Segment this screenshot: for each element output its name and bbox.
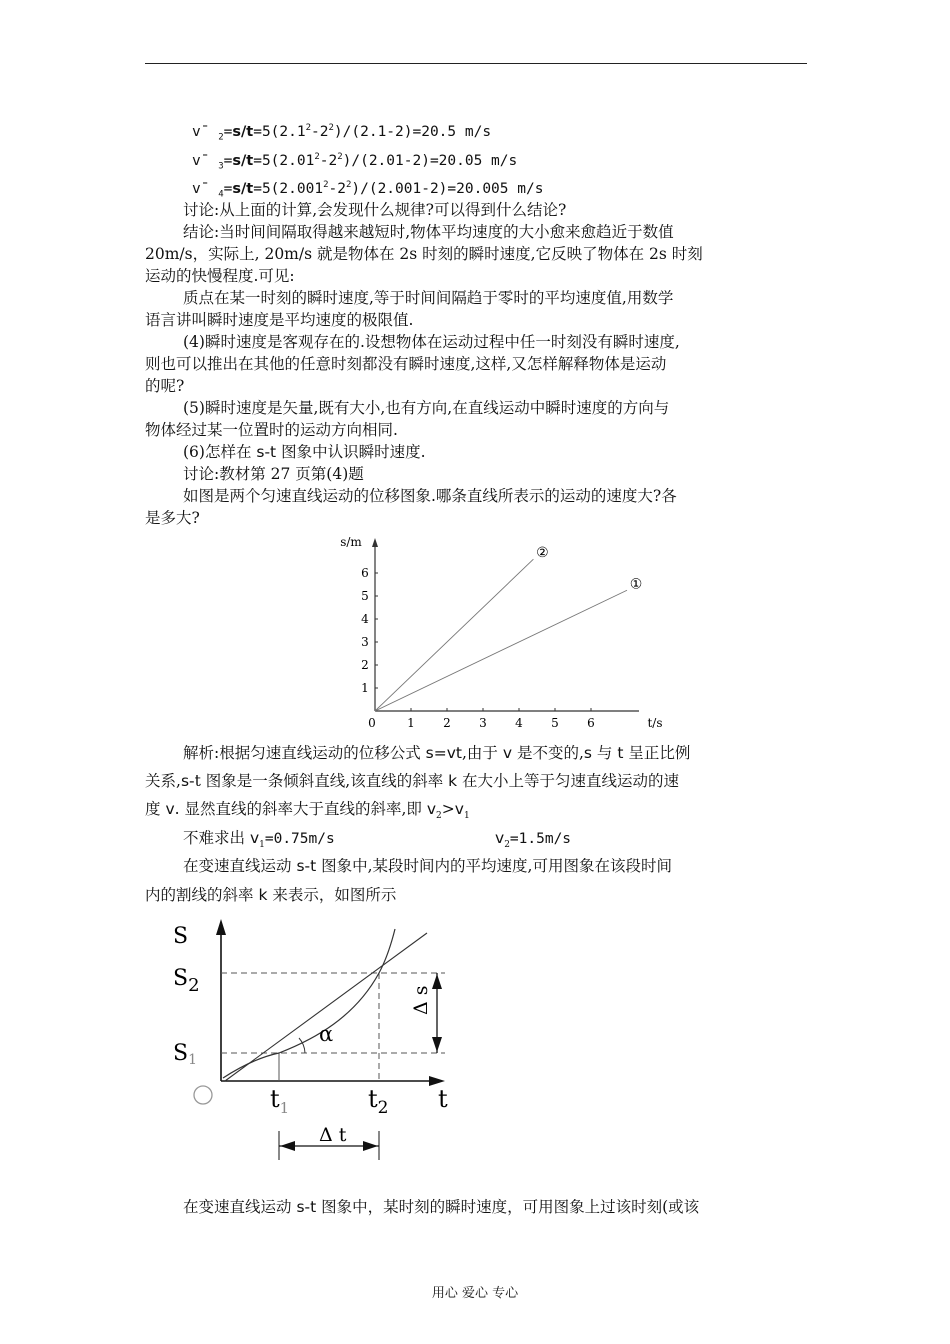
series-line <box>375 559 533 711</box>
series-line <box>375 590 627 711</box>
origin-label: 0 <box>368 716 376 730</box>
s-label: S <box>173 924 189 949</box>
alpha-arc <box>299 1038 305 1053</box>
s-axis-arrow <box>216 919 226 935</box>
point4-line-3: 的呢? <box>145 377 185 395</box>
y-tick-label: 4 <box>361 612 369 626</box>
delta-s-arrowhead-bottom <box>432 1037 442 1052</box>
x-axis-label: t/s <box>647 716 663 730</box>
definition-line-1: 质点在某一时刻的瞬时速度,等于时间间隔趋于零时的平均速度值,用数学 <box>183 289 674 307</box>
y-tick-label: 2 <box>361 658 369 672</box>
y-axis-arrow <box>372 538 378 547</box>
series-label: ① <box>629 576 643 593</box>
x-tick-label: 4 <box>515 716 523 730</box>
analysis-line-1: 解析:根据匀速直线运动的位移公式 s=vt,由于 v 是不变的,s 与 t 呈正比例 <box>183 744 691 762</box>
question-line-1: 如图是两个匀速直线运动的位移图象.哪条直线所表示的运动的速度大?各 <box>183 487 677 505</box>
equation-v2: v¯ $_2=s/t=5(2.1^2-2^2)/(2.1-2)=20.5$ m/s <box>192 123 492 143</box>
secant-diagram <box>165 915 465 1160</box>
header-rule <box>145 63 807 64</box>
t2-label: $t_2$ <box>368 1085 389 1118</box>
alpha-label: α <box>319 1022 334 1046</box>
s1-label: S1 <box>173 1041 197 1068</box>
variable-line-1: 在变速直线运动 s-t 图象中,某段时间内的平均速度,可用图象在该段时间 <box>183 857 672 875</box>
origin-mark <box>194 1086 212 1104</box>
result-line: 不难求出 $v_1=0.75m/s$ <box>183 829 335 851</box>
y-tick-label: 1 <box>361 681 369 695</box>
y-tick-label: 3 <box>361 635 369 649</box>
discussion-2: 讨论:教材第 27 页第(4)题 <box>183 465 364 483</box>
x-tick-label: 6 <box>587 716 595 730</box>
equation-v4: v¯ $_4=s/t=5(2.001^2-2^2)/(2.001-2)=20.005$ m/s <box>192 180 544 200</box>
point4-line-1: (4)瞬时速度是客观存在的.设想物体在运动过程中任一时刻没有瞬时速度, <box>183 333 680 351</box>
position-time-chart <box>325 535 665 730</box>
delta-s-label: Δ s <box>410 985 432 1015</box>
st-curve <box>223 929 395 1078</box>
x-tick-label: 1 <box>407 716 415 730</box>
point5-line-2: 物体经过某一位置时的运动方向相同. <box>145 421 398 439</box>
t-label: t <box>438 1085 448 1113</box>
y-axis-label: s/m <box>340 535 362 549</box>
y-tick-label: 6 <box>361 566 369 580</box>
point4-line-2: 则也可以推出在其他的任意时刻都没有瞬时速度,这样,又怎样解释物体是运动 <box>145 355 667 373</box>
equation-v3: v¯ $_3=s/t=5(2.01^2-2^2)/(2.01-2)=20.05$ m/s <box>192 152 518 172</box>
secant-line <box>225 933 427 1081</box>
origin-label: O <box>195 1102 196 1103</box>
t1-label: $t_1$ <box>270 1085 290 1117</box>
variable-line-2: 内的割线的斜率 k 来表示，如图所示 <box>145 886 397 904</box>
delta-s-arrowhead-top <box>432 974 442 989</box>
analysis-line-2: 关系,s-t 图象是一条倾斜直线,该直线的斜率 k 在大小上等于匀速直线运动的速 <box>145 772 680 790</box>
result-v2: $v_2=1.5m/s$ <box>495 829 572 851</box>
x-tick-label: 5 <box>551 716 559 730</box>
conclusion-line-1: 结论:当时间间隔取得越来越短时,物体平均速度的大小愈来愈趋近于数值 <box>183 223 674 241</box>
s2-label: $S_2$ <box>173 966 200 996</box>
delta-t-label: Δ t <box>319 1124 347 1146</box>
delta-t-arrowhead-right <box>363 1141 378 1151</box>
x-tick-label: 3 <box>479 716 487 730</box>
conclusion-line-2: 20m/s，实际上, 20m/s 就是物体在 2s 时刻的瞬时速度,它反映了物体在 2s 时刻 <box>145 245 703 263</box>
conclusion-line-3: 运动的快慢程度.可见: <box>145 267 295 285</box>
point6: (6)怎样在 s-t 图象中认识瞬时速度. <box>183 443 426 461</box>
x-tick-label: 2 <box>443 716 451 730</box>
last-line: 在变速直线运动 s-t 图象中，某时刻的瞬时速度，可用图象上过该时刻(或该 <box>183 1198 700 1216</box>
point5-line-1: (5)瞬时速度是矢量,既有大小,也有方向,在直线运动中瞬时速度的方向与 <box>183 399 670 417</box>
y-tick-label: 5 <box>361 589 369 603</box>
discussion-1: 讨论:从上面的计算,会发现什么规律?可以得到什么结论? <box>183 201 567 219</box>
definition-line-2: 语言讲叫瞬时速度是平均速度的极限值. <box>145 311 414 329</box>
analysis-line-3: 度 v. 显然直线的斜率大于直线的斜率,即 $v_2>v_1$ <box>145 800 470 822</box>
delta-t-arrowhead-left <box>280 1141 295 1151</box>
footer: 用心 爱心 专心 <box>431 1286 519 1301</box>
question-line-2: 是多大? <box>145 509 200 527</box>
series-label: ② <box>536 545 549 562</box>
